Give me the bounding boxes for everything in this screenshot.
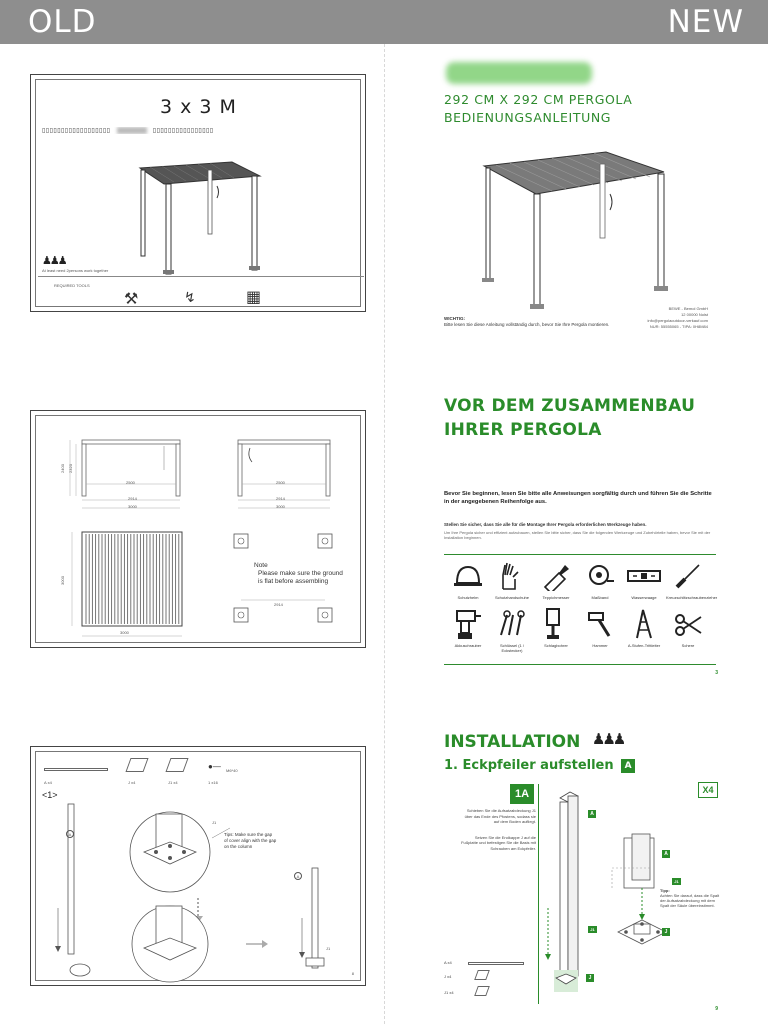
hammer-icon	[585, 609, 615, 639]
tip-line-2: of cover align with the gap	[224, 838, 277, 843]
step-title-row	[444, 758, 635, 773]
helmet-icon	[453, 563, 483, 589]
scissors-icon	[673, 609, 703, 639]
tool-item	[490, 608, 534, 653]
label-a-small: A	[588, 810, 596, 818]
step-label: <1>	[42, 790, 58, 800]
legend-j1: J1 x4	[444, 990, 454, 995]
new-label: NEW	[667, 4, 744, 40]
instructions-column	[458, 808, 536, 851]
vertical-separator	[538, 784, 539, 1004]
tool-label: Wasserwaage	[631, 595, 657, 600]
roof-plan-drawing	[59, 528, 202, 648]
legend-a-rod	[468, 962, 524, 965]
part-j-label: J x4	[128, 780, 136, 785]
label-j-detail: J	[662, 928, 670, 936]
dim-total-width-label: 3000	[128, 504, 137, 509]
plan-dim-width: 3000	[120, 630, 129, 635]
new-page-number-9: 9	[715, 1006, 718, 1012]
tip-text: Achten Sie darauf, dass die Spalt der Aufsatzabdeckung mit dem Spalt der Säule übereinstimmt.	[660, 893, 720, 908]
part-screw-label: 1 x16	[208, 780, 218, 785]
step-badge: A	[621, 759, 635, 773]
tool-item	[446, 608, 490, 653]
tool-item	[578, 608, 622, 653]
required-tools-label: REQUIRED TOOLS	[54, 283, 90, 288]
step-title: 1. Eckpfeiler aufstellen	[444, 758, 614, 773]
persons-icon: ♟♟♟	[592, 731, 624, 748]
dim-inner-width-label: 2500	[126, 480, 135, 485]
part-a-rod	[44, 768, 108, 771]
important-text: Bitte lesen Sie diese Anleitung vollständig durch, bevor Sie Ihre Pergola montieren.	[444, 322, 610, 327]
column-divider	[384, 44, 385, 1024]
legend-j-plate	[474, 970, 490, 980]
old-dimensions-frame	[35, 415, 361, 643]
tool-label: Hammer	[592, 643, 608, 648]
label-j1-small: J1	[588, 926, 597, 933]
tip-box	[660, 888, 720, 908]
spirit-level-icon	[627, 566, 661, 586]
ladder-icon: ▦	[246, 289, 262, 306]
tool-label: Kreuzschlitzschraubenzieher	[666, 595, 718, 600]
note-title: Note	[254, 562, 268, 569]
callout-a-left: A	[66, 830, 74, 838]
tools-divider-top	[444, 554, 716, 555]
dim-height-label: 2400	[59, 464, 65, 473]
new-pergola-illustration	[480, 150, 670, 310]
tip-line-1: Tips: Make sure the gap	[224, 832, 273, 837]
post-assembly-drawing	[40, 798, 360, 984]
tool-item	[446, 560, 490, 600]
tool-item	[666, 560, 718, 600]
tool-label: Teppichmesser	[542, 595, 570, 600]
footprint-dim: 2914	[274, 602, 283, 607]
new-page-number-3: 3	[715, 670, 718, 676]
old-pergola-illustration	[132, 156, 262, 276]
hammer-drill-icon	[541, 607, 571, 641]
new-cover-title-1: 292 CM X 292 CM PERGOLA	[444, 92, 633, 107]
tip-title: Tipp:	[660, 888, 670, 893]
persons-icon: ♟♟♟	[42, 255, 66, 267]
callout-j1: J1	[212, 820, 217, 825]
note-line-2: is flat before assembling	[258, 578, 329, 585]
quantity-badge: X4	[698, 782, 718, 798]
wrench-icon	[495, 609, 529, 639]
part-j-plate	[125, 758, 148, 772]
part-screw: ●—	[208, 762, 221, 771]
old-tools-box	[38, 276, 364, 312]
label-j-small: J	[586, 974, 594, 982]
tip-callout	[224, 832, 276, 850]
side-dim-3000: 3000	[276, 504, 285, 509]
tools-row-2	[446, 608, 710, 653]
tool-label: Maßband	[591, 595, 609, 600]
tool-label: Schutzhandschuhe	[494, 595, 530, 600]
tool-item	[578, 560, 622, 600]
tools-row-1	[446, 560, 718, 600]
legend-a: A x4	[444, 960, 452, 965]
company-address: BEWE - Bemol GmbH 12 00000 Nolst info@pergolaoutdoor-verkauf.com NUR: 55555065 - TIPA: 0H8M84	[647, 306, 708, 329]
tools-sub: Um Ihre Pergola sicher und effizient aufzubauen, stellen Sie bitte sicher, dass Sie die folgenden Werkzeuge und Zubehörteile haben, bevor Sie mit der Installation beginnen.	[444, 530, 711, 540]
old-page-number: 8	[351, 971, 354, 976]
callout-a-right: A	[294, 872, 302, 880]
new-tools-page	[440, 392, 724, 686]
tool-item	[490, 560, 534, 600]
old-assembly-note: At least need 2persons work together	[42, 268, 109, 273]
intro-paragraph: Bevor Sie beginnen, lesen Sie bitte alle Anweisungen sorgfältig durch und führen Sie die Schritte in der angegebenen Reihenfolge aus.	[444, 491, 712, 505]
label-a-detail: A	[662, 850, 670, 858]
new-cover-page	[440, 60, 720, 340]
note-line-1: Please make sure the ground	[258, 570, 343, 577]
parts-row	[40, 758, 358, 788]
part-j1-cover	[165, 758, 188, 772]
tool-label: Schere	[681, 643, 695, 648]
label-j1-detail: J1	[672, 878, 681, 885]
callout-j1-right: J1	[326, 946, 331, 951]
plan-dim-depth: 3000	[59, 576, 65, 585]
side-dim-2500: 2500	[276, 480, 285, 485]
utility-knife-icon	[541, 561, 571, 591]
wrench-set-icon: ⚒	[124, 291, 139, 308]
tool-label: Akkuschrauber	[454, 643, 482, 648]
gloves-icon	[497, 561, 527, 591]
instruction-1: Schieben Sie die Aufsatzabdeckung J1 über das Ende des Pfostens, sodass sie auf dem Boden aufliegt.	[464, 808, 536, 824]
step-1a-badge: 1A	[510, 784, 534, 804]
old-installation-frame	[35, 751, 361, 981]
before-assembly-heading-1: VOR DEM ZUSAMMENBAU	[444, 396, 696, 416]
old-dimensions-page	[30, 410, 366, 648]
installation-heading: INSTALLATION	[444, 732, 581, 752]
important-note	[444, 316, 609, 328]
old-installation-page	[30, 746, 366, 986]
tool-item	[534, 560, 578, 600]
part-a-label: A x4	[44, 780, 52, 785]
drill-icon	[453, 607, 483, 641]
old-cover-page	[30, 74, 366, 312]
tools-intro: Stellen Sie sicher, dass Sie alle für die Montage Ihrer Pergola erforderlichen Werkzeuge haben.	[444, 522, 647, 527]
part-j1-label: J1 x4	[168, 780, 178, 785]
important-label: WICHTIG:	[444, 316, 465, 321]
tool-label: Schlüssel (1 / Eckstecker)	[499, 643, 524, 653]
screw-code: M6*40	[226, 768, 238, 773]
comparison-header	[0, 0, 768, 44]
tool-item	[534, 608, 578, 653]
ground-note	[254, 562, 343, 586]
front-elevation-drawing	[60, 436, 190, 526]
tools-divider-bottom	[444, 664, 716, 665]
tool-label: Schlagbohrer	[544, 643, 568, 648]
tip-line-3: on the column	[224, 844, 253, 849]
tool-label: Schutzhelm	[457, 595, 479, 600]
side-elevation-drawing	[232, 436, 342, 526]
tool-item	[622, 560, 666, 600]
dim-mid-width-label: 2914	[128, 496, 137, 501]
tool-item	[622, 608, 666, 653]
old-cover-frame	[35, 79, 361, 307]
side-dim-2914: 2914	[276, 496, 285, 501]
before-assembly-heading-2: IHRER PERGOLA	[444, 420, 602, 440]
legend-j: J x4	[444, 974, 452, 979]
drill-icon: ↯	[184, 289, 196, 305]
instruction-2: Setzen Sie die Endkappe J auf die Fußplatte und befestigen Sie die Basis mit Schrauben am Eckpfeiler.	[461, 834, 536, 851]
tool-label: A-Stufen-Trittleiter	[627, 643, 661, 648]
new-installation-page	[440, 728, 724, 1018]
dim-inner-height-label: 2320	[67, 464, 73, 473]
ladder-icon	[631, 608, 657, 640]
legend-j1-cover	[474, 986, 490, 996]
new-cover-title-2: BEDIENUNGSANLEITUNG	[444, 110, 612, 125]
tool-item	[666, 608, 710, 653]
tape-measure-icon	[585, 561, 615, 591]
old-cover-title: 3 x 3 M	[160, 96, 237, 118]
screwdriver-icon	[673, 561, 703, 591]
brand-logo	[446, 62, 592, 84]
old-code-row: ▯▯▯▯▯▯▯▯▯▯▯▯▯▯▯▯▯▯ ▯▯▯▯▯▯▯▯▯▯▯▯▯▯▯▯	[42, 128, 214, 135]
old-label: OLD	[28, 4, 97, 40]
